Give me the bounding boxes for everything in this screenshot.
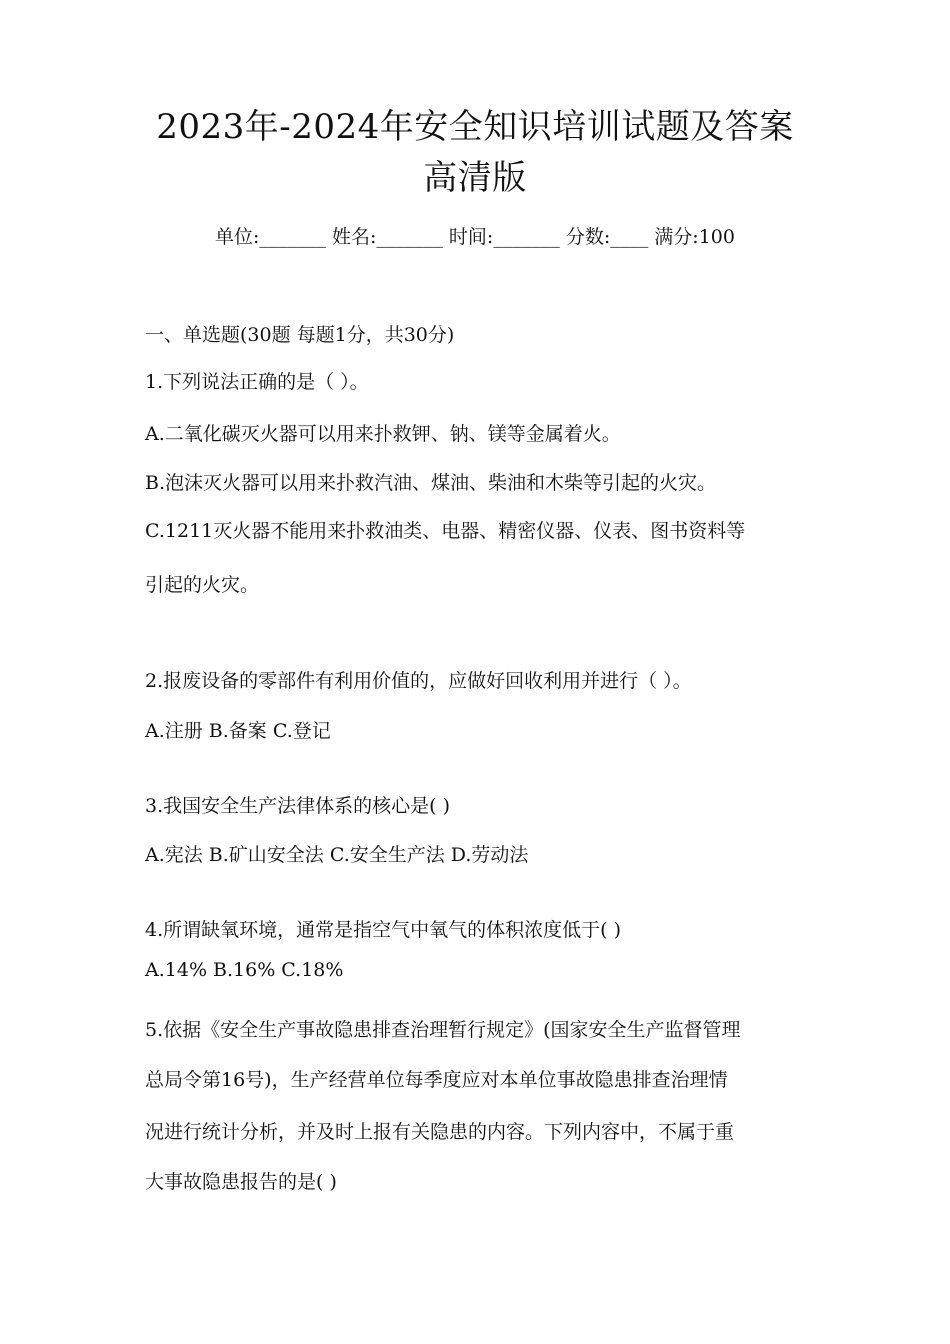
- question-1-option-b: B.泡沫灭火器可以用来扑救汽油、煤油、柴油和木柴等引起的火灾。: [145, 472, 717, 494]
- question-5-stem-line2: 总局令第16号)，生产经营单位每季度应对本单位事故隐患排查治理情: [145, 1069, 728, 1091]
- question-4-stem: 4.所谓缺氧环境，通常是指空气中氧气的体积浓度低于( ): [145, 919, 621, 941]
- question-1-option-c-cont: 引起的火灾。: [145, 574, 260, 596]
- question-3-stem: 3.我国安全生产法律体系的核心是( ): [145, 795, 450, 817]
- question-4-options: A.14% B.16% C.18%: [145, 959, 344, 981]
- document-title-line1: 2023年-2024年安全知识培训试题及答案: [156, 107, 794, 147]
- question-2-options: A.注册 B.备案 C.登记: [145, 720, 331, 742]
- question-1-option-c: C.1211灭火器不能用来扑救油类、电器、精密仪器、仪表、图书资料等: [145, 520, 746, 542]
- question-5-stem-line1: 5.依据《安全生产事故隐患排查治理暂行规定》(国家安全生产监督管理: [145, 1019, 741, 1041]
- exam-info-line: 单位:_______ 姓名:_______ 时间:_______ 分数:____ 满分:100: [215, 226, 735, 248]
- question-1-option-a: A.二氧化碳灭火器可以用来扑救钾、钠、镁等金属着火。: [145, 423, 621, 445]
- section-heading: 一、单选题(30题 每题1分，共30分): [145, 324, 455, 346]
- question-1-stem: 1.下列说法正确的是（ ）。: [145, 371, 369, 393]
- question-5-stem-line4: 大事故隐患报告的是( ): [145, 1171, 337, 1193]
- question-3-options: A.宪法 B.矿山安全法 C.安全生产法 D.劳动法: [145, 844, 529, 866]
- question-2-stem: 2.报废设备的零部件有利用价值的，应做好回收利用并进行（ ）。: [145, 670, 692, 692]
- question-5-stem-line3: 况进行统计分析，并及时上报有关隐患的内容。下列内容中，不属于重: [145, 1121, 735, 1143]
- document-title-line2: 高清版: [423, 158, 527, 198]
